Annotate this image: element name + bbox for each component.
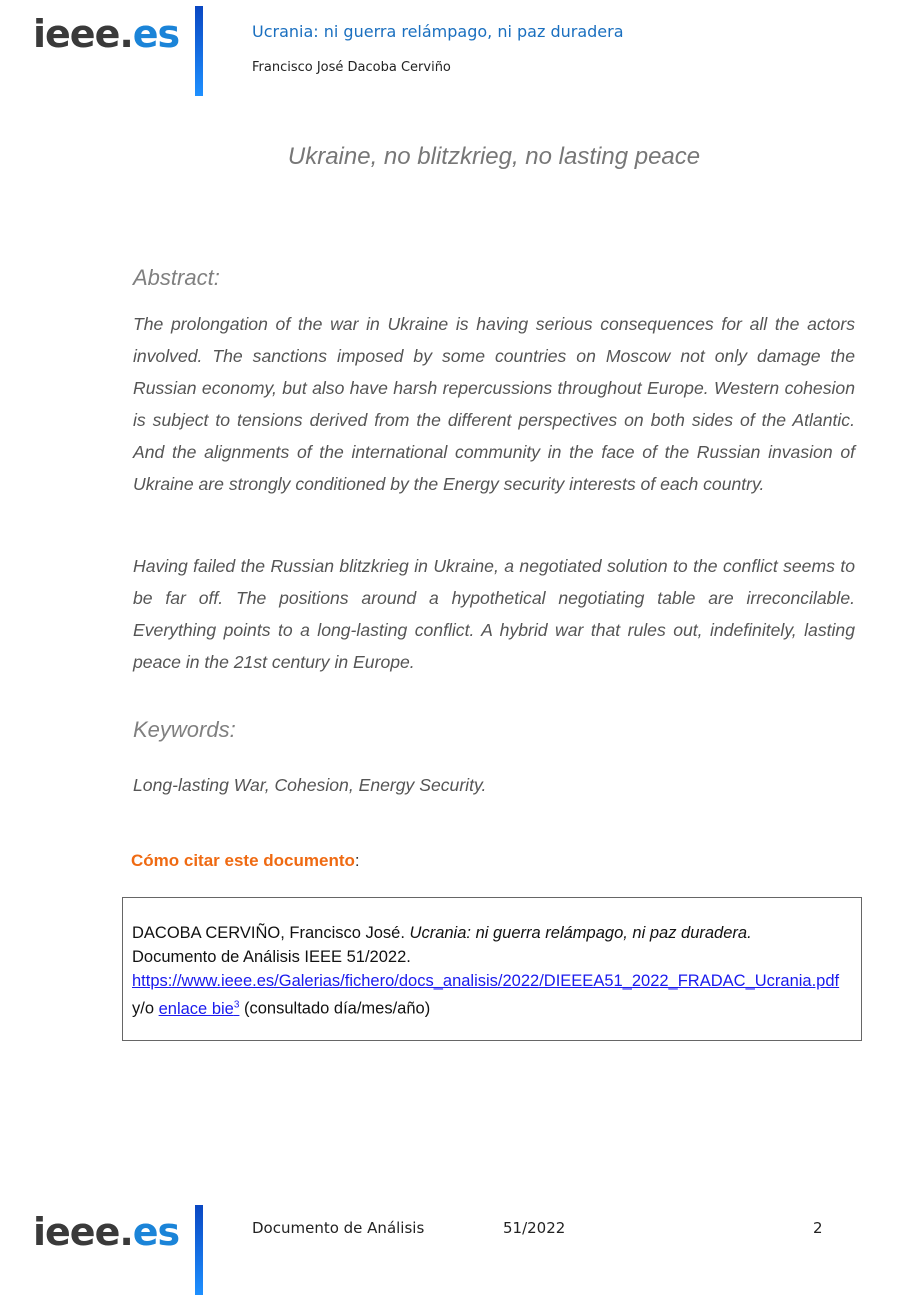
footnote-marker: 3 bbox=[233, 999, 240, 1010]
footer-doc-type: Documento de Análisis bbox=[252, 1219, 425, 1237]
footer-accent-bar bbox=[195, 1205, 203, 1295]
citation-title: Ucrania: ni guerra relámpago, ni paz duradera. bbox=[409, 924, 752, 942]
footer-page-number: 2 bbox=[813, 1219, 823, 1237]
footer-logo-text-ieee: ieee bbox=[33, 1210, 120, 1254]
footer-logo-text-es: es bbox=[132, 1210, 180, 1254]
footer-doc-number: 51/2022 bbox=[503, 1219, 566, 1237]
abstract-paragraph-2: Having failed the Russian blitzkrieg in Ukraine, a negotiated solution to the conflict seems to be far off. The positions around a hypothetical negotiating table are irreconcilable. Everything points to a long-lasting conflict. A hybrid war that rules out, indefinitely, lasting peace in the 21st century in Europe. bbox=[133, 556, 855, 672]
header-title: Ucrania: ni guerra relámpago, ni paz duradera bbox=[252, 22, 624, 41]
citation-bie-link-text: enlace bie bbox=[158, 999, 234, 1018]
citation-heading-colon: : bbox=[354, 851, 360, 870]
ieee-logo bbox=[33, 12, 180, 56]
citation-consulted: (consultado día/mes/año) bbox=[244, 999, 431, 1018]
footer-ieee-logo bbox=[33, 1210, 180, 1254]
citation-heading-text: Cómo citar este documento bbox=[131, 851, 355, 870]
citation-text bbox=[132, 921, 852, 1021]
footer-logo-dot: . bbox=[119, 1210, 133, 1254]
header-author: Francisco José Dacoba Cerviño bbox=[252, 60, 451, 75]
citation-heading bbox=[131, 851, 360, 871]
logo-text-ieee: ieee bbox=[33, 12, 120, 56]
keywords-text: Long-lasting War, Cohesion, Energy Security. bbox=[133, 775, 487, 795]
citation-bie-link[interactable] bbox=[159, 1000, 240, 1018]
logo-dot: . bbox=[119, 12, 133, 56]
citation-url-link[interactable]: https://www.ieee.es/Galerias/fichero/docs_analisis/2022/DIEEEA51_2022_FRADAC_Ucrania.pdf bbox=[132, 972, 840, 990]
abstract-heading: Abstract: bbox=[133, 265, 220, 290]
header-accent-bar bbox=[195, 6, 203, 96]
keywords-heading: Keywords: bbox=[133, 717, 236, 742]
citation-series: Documento de Análisis IEEE 51/2022. bbox=[132, 948, 411, 966]
citation-connector: y/o bbox=[132, 999, 155, 1018]
logo-text-es: es bbox=[132, 12, 180, 56]
document-title: Ukraine, no blitzkrieg, no lasting peace bbox=[287, 143, 701, 170]
abstract-paragraph-1: The prolongation of the war in Ukraine is having serious consequences for all the actors involved. The sanctions imposed by some countries on Moscow not only damage the Russian economy, but also have harsh repercussions throughout Europe. Western cohesion is subject to tensions derived from the different perspectives on both sides of the Atlantic. And the alignments of the international community in the face of the Russian invasion of Ukraine are strongly conditioned by the Energy security interests of each country. bbox=[133, 314, 855, 494]
citation-author: DACOBA CERVIÑO, Francisco José. bbox=[132, 924, 405, 942]
